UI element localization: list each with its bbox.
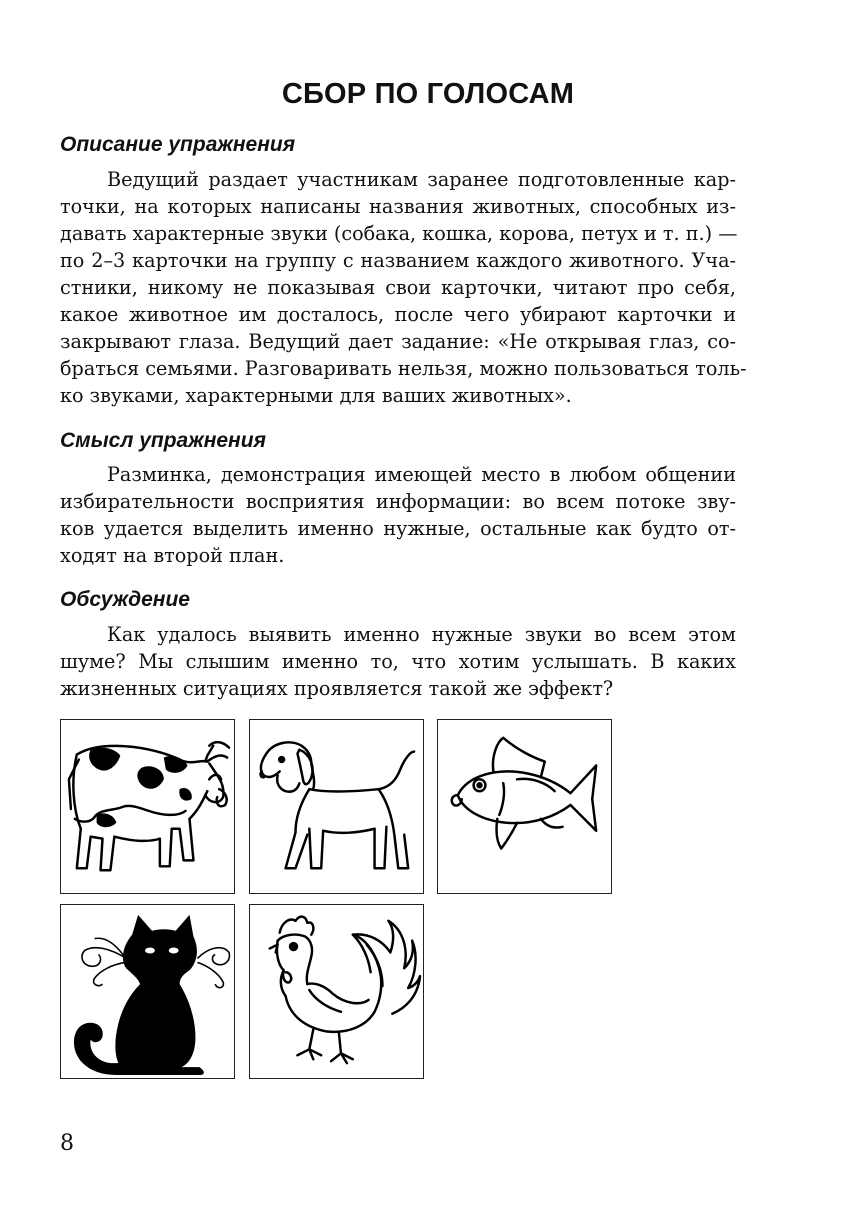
card-rooster: [249, 904, 424, 1079]
text-line: избирательности восприятия информации: во всем потоке зву-: [60, 490, 736, 513]
cow-icon: [61, 720, 234, 893]
card-cow: [60, 719, 235, 894]
text-line: по 2–3 карточки на группу с названием каждого животного. Уча-: [60, 249, 736, 272]
section-heading-meaning: Смысл упражнения: [60, 429, 266, 452]
text-line: шуме? Мы слышим именно то, что хотим услышать. В каких: [60, 650, 736, 673]
page-title: СБОР ПО ГОЛОСАМ: [281, 78, 575, 110]
text-line: какое животное им досталось, после чего убирают карточки и: [60, 303, 736, 326]
card-fish: [437, 719, 612, 894]
card-dog: [249, 719, 424, 894]
section-text-meaning: [60, 461, 736, 569]
text-line: Как удалось выявить именно нужные звуки во всем этом: [107, 623, 736, 646]
page-number: 8: [60, 1131, 74, 1156]
text-line: закрывают глаза. Ведущий дает задание: «Не открывая глаз, со-: [60, 330, 736, 353]
text-line: браться семьями. Разговаривать нельзя, можно пользоваться толь-: [60, 357, 747, 380]
text-line: Ведущий раздает участникам заранее подготовленные кар-: [107, 168, 736, 191]
section-heading-discussion: Обсуждение: [60, 588, 190, 611]
section-text-description: [60, 166, 747, 409]
text-line: давать характерные звуки (собака, кошка, корова, петух и т. п.) —: [60, 222, 738, 245]
text-line: ходят на второй план.: [60, 544, 285, 567]
cat-icon: [61, 905, 234, 1078]
text-line: точки, на которых написаны названия животных, способных из-: [60, 195, 736, 218]
section-heading-description: Описание упражнения: [60, 133, 296, 156]
text-line: жизненных ситуациях проявляется такой же эффект?: [60, 677, 614, 700]
text-line: ков удается выделить именно нужные, остальные как будто от-: [60, 517, 736, 540]
card-cat: [60, 904, 235, 1079]
fish-icon: [438, 720, 611, 893]
rooster-icon: [250, 905, 423, 1078]
text-line: стники, никому не показывая свои карточки, читают про себя,: [60, 276, 736, 299]
text-line: ко звуками, характерными для ваших животных».: [60, 384, 572, 407]
section-text-discussion: [60, 621, 736, 702]
text-line: Разминка, демонстрация имеющей место в любом общении: [107, 463, 736, 486]
dog-icon: [250, 720, 423, 893]
